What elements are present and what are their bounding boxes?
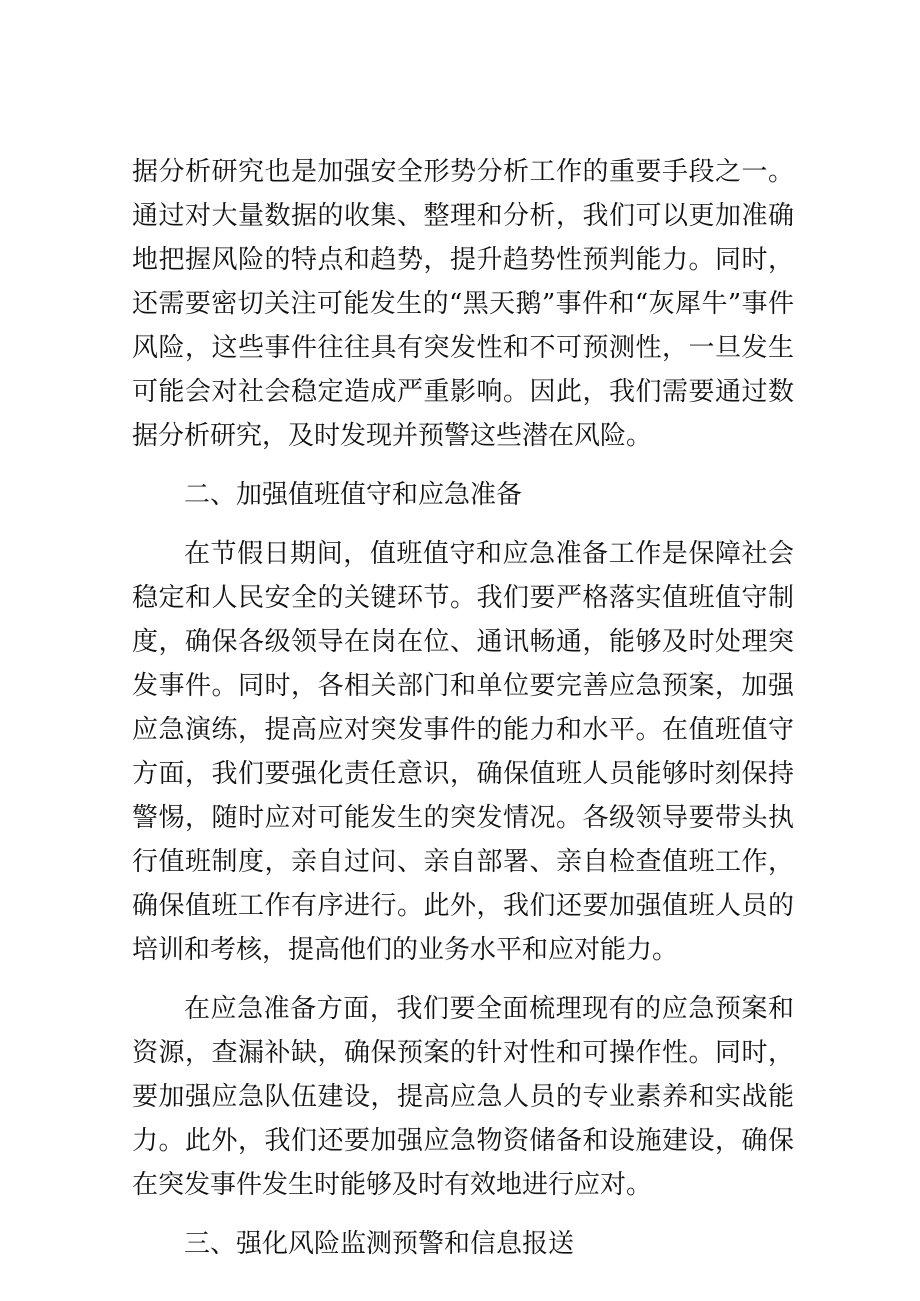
paragraph-continued: 据分析研究也是加强安全形势分析工作的重要手段之一。通过对大量数据的收集、整理和分析，我们可以更加准确地把握风险的特点和趋势，提升趋势性预判能力。同时，还需要密切关注可能发生的“黑天鹅”事件和“灰犀牛”事件风险，这些事件往往具有突发性和不可预测性，一旦发生可能会对社会稳定造成严重影响。因此，我们需要通过数据分析研究，及时发现并预警这些潜在风险。 [132,157,794,451]
document-body [132,150,794,1281]
paragraph-emergency: 在应急准备方面，我们要全面梳理现有的应急预案和资源，查漏补缺，确保预案的针对性和可操作性。同时，要加强应急队伍建设，提高应急人员的专业素养和实战能力。此外，我们还要加强应急物资储备和设施建设，确保在突发事件发生时能够及时有效地进行应对。 [132,994,794,1200]
section-heading-3: 三、强化风险监测预警和信息报送 [184,1229,575,1259]
section-heading-2: 二、加强值班值守和应急准备 [184,480,523,510]
paragraph-duty: 在节假日期间，值班值守和应急准备工作是保障社会稳定和人民安全的关键环节。我们要严格落实值班值守制度，确保各级领导在岗在位、通讯畅通，能够及时处理突发事件。同时，各相关部门和单位要完善应急预案，加强应急演练，提高应对突发事件的能力和水平。在值班值守方面，我们要强化责任意识，确保值班人员能够时刻保持警惕，随时应对可能发生的突发情况。各级领导要带头执行值班制度，亲自过问、亲自部署、亲自检查值班工作，确保值班工作有序进行。此外，我们还要加强值班人员的培训和考核，提高他们的业务水平和应对能力。 [132,539,794,965]
